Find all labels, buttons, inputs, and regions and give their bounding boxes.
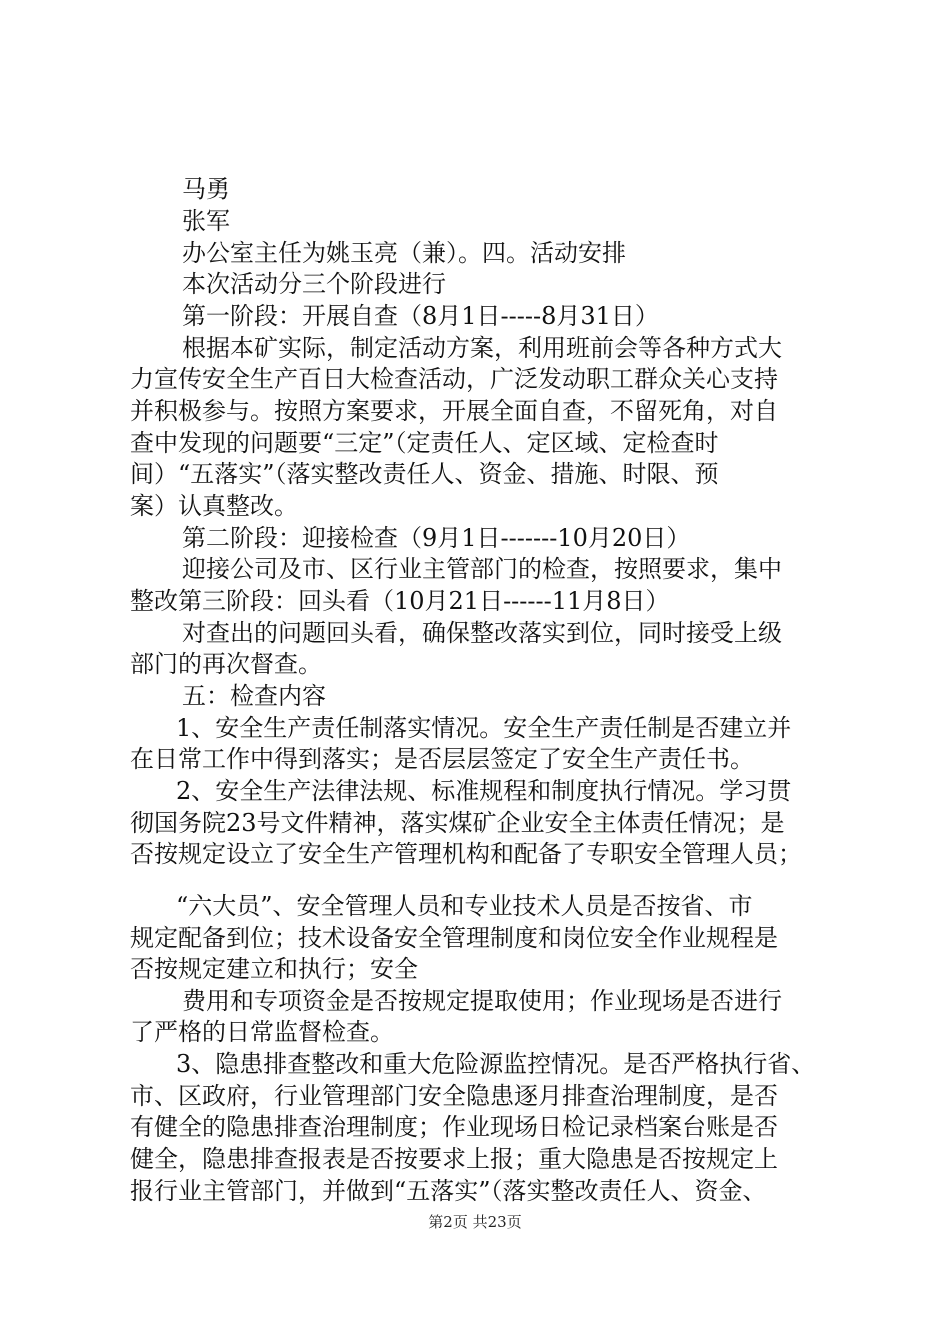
text-line: 第一阶段：开展自查（8月1日-----8月31日） — [182, 302, 659, 330]
text-line: 办公室主任为姚玉亮（兼）。四。活动安排 — [182, 239, 626, 267]
text-line: 规定配备到位；技术设备安全管理制度和岗位安全作业规程是 — [130, 924, 778, 952]
text-line: 部门的再次督查。 — [130, 650, 322, 678]
text-line: 迎接公司及市、区行业主管部门的检查，按照要求，集中 — [182, 555, 782, 583]
text-line: 对查出的问题回头看，确保整改落实到位，同时接受上级 — [182, 619, 782, 647]
section-heading: 五：检查内容 — [182, 682, 326, 710]
text-line: 彻国务院23号文件精神，落实煤矿企业安全主体责任情况；是 — [130, 809, 785, 837]
text-line: 案）认真整改。 — [130, 492, 298, 520]
text-line: 费用和专项资金是否按规定提取使用；作业现场是否进行 — [182, 987, 782, 1015]
text-line: 有健全的隐患排查治理制度；作业现场日检记录档案台账是否 — [130, 1113, 778, 1141]
text-line: 张军 — [182, 207, 230, 235]
text-line: 市、区政府，行业管理部门安全隐患逐月排查治理制度，是否 — [130, 1082, 778, 1110]
text-line: 马勇 — [182, 175, 230, 203]
text-line: 否按规定设立了安全生产管理机构和配备了专职安全管理人员； — [130, 840, 802, 868]
text-line: 在日常工作中得到落实；是否层层签定了安全生产责任书。 — [130, 745, 754, 773]
text-line: 整改第三阶段：回头看（10月21日------11月8日） — [130, 587, 670, 615]
page-number-footer: 第2页 共23页 — [428, 1213, 522, 1231]
text-line: 查中发现的问题要“三定”（定责任人、定区域、定检查时 — [130, 429, 719, 457]
text-line: 3、隐患排查整改和重大危险源监控情况。是否严格执行省、 — [176, 1050, 816, 1078]
text-line: 间）“五落实”（落实整改责任人、资金、措施、时限、预 — [130, 460, 719, 488]
text-line: 健全，隐患排查报表是否按要求上报；重大隐患是否按规定上 — [130, 1145, 778, 1173]
text-line: 本次活动分三个阶段进行 — [182, 270, 446, 298]
text-line: 报行业主管部门，并做到“五落实”（落实整改责任人、资金、 — [130, 1177, 767, 1205]
text-line: “六大员”、安全管理人员和专业技术人员是否按省、市 — [176, 892, 753, 920]
text-line: 第二阶段：迎接检查（9月1日-------10月20日） — [182, 524, 691, 552]
text-line: 2、安全生产法律法规、标准规程和制度执行情况。学习贯 — [176, 777, 792, 805]
text-line: 并积极参与。按照方案要求，开展全面自查，不留死角，对自 — [130, 397, 778, 425]
text-line: 否按规定建立和执行；安全 — [130, 955, 418, 983]
text-line: 1、安全生产责任制落实情况。安全生产责任制是否建立并 — [176, 714, 792, 742]
text-line: 力宣传安全生产百日大检查活动，广泛发动职工群众关心支持 — [130, 365, 778, 393]
text-line: 了严格的日常监督检查。 — [130, 1018, 394, 1046]
text-line: 根据本矿实际，制定活动方案，利用班前会等各种方式大 — [182, 334, 782, 362]
